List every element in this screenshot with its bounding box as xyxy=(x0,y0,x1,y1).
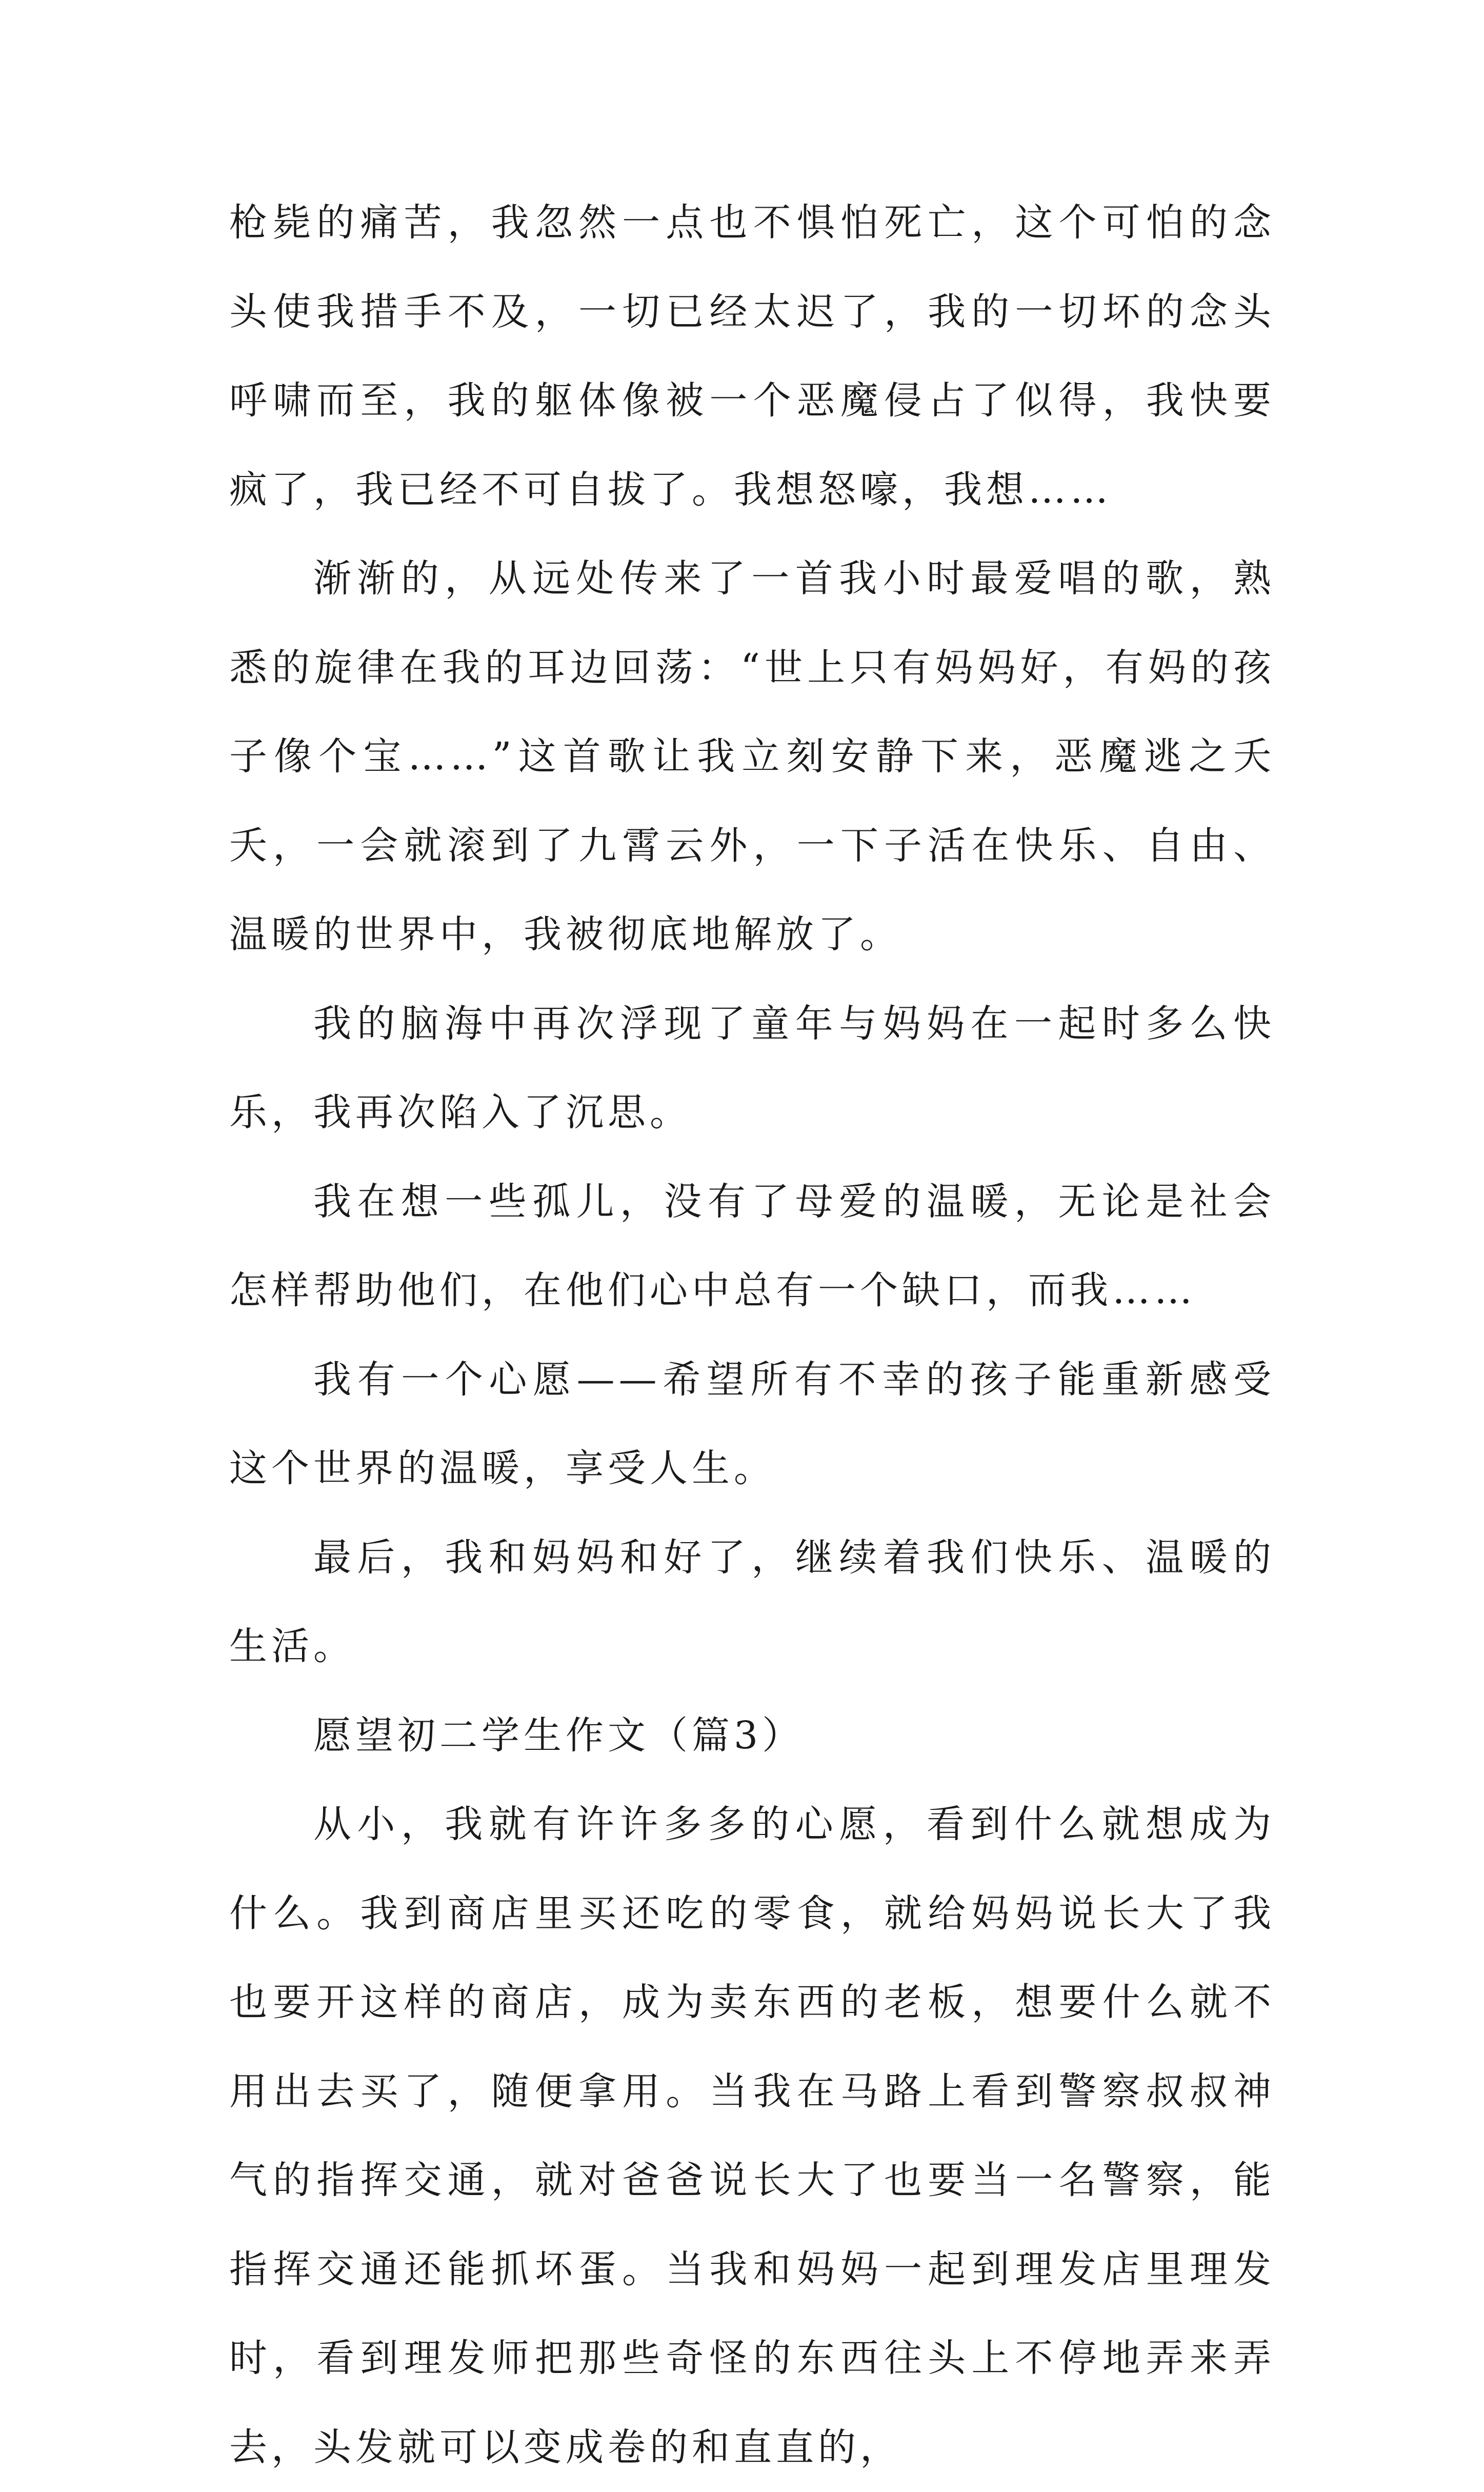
paragraph-1: 枪毙的痛苦，我忽然一点也不惧怕死亡，这个可怕的念头使我措手不及，一切已经太迟了，我的一切坏的念头呼啸而至，我的躯体像被一个恶魔侵占了似得，我快要疯了，我已经不可自拔了。我想怒嚎，我想…… xyxy=(229,201,1275,512)
paragraph-3: 我的脑海中再次浮现了童年与妈妈在一起时多么快乐，我再次陷入了沉思。 xyxy=(229,1001,1275,1134)
paragraph-2: 渐渐的，从远处传来了一首我小时最爱唱的歌，熟悉的旋律在我的耳边回荡：“世上只有妈妈好，有妈的孩子像个宝……”这首歌让我立刻安静下来，恶魔逃之夭夭，一会就滚到了九霄云外，一下子活在快乐、自由、温暖的世界中，我被彻底地解放了。 xyxy=(229,556,1275,956)
paragraph-6: 最后，我和妈妈和好了，继续着我们快乐、温暖的生活。 xyxy=(229,1535,1275,1668)
section-heading: 愿望初二学生作文（篇3） xyxy=(313,1713,805,1758)
body-text xyxy=(229,178,1275,2492)
paragraph-5: 我有一个心愿——希望所有不幸的孩子能重新感受这个世界的温暖，享受人生。 xyxy=(229,1357,1275,1490)
paragraph-7: 从小，我就有许许多多的心愿，看到什么就想成为什么。我到商店里买还吃的零食，就给妈妈说长大了我也要开这样的商店，成为卖东西的老板，想要什么就不用出去买了，随便拿用。当我在马路上看到警察叔叔神气的指挥交通，就对爸爸说长大了也要当一名警察，能指挥交通还能抓坏蛋。当我和妈妈一起到理发店里理发时，看到理发师把那些奇怪的东西往头上不停地弄来弄去，头发就可以变成卷的和直直的， xyxy=(229,1802,1275,2469)
paragraph-4: 我在想一些孤儿，没有了母爱的温暖，无论是社会怎样帮助他们，在他们心中总有一个缺口，而我…… xyxy=(229,1179,1275,1312)
